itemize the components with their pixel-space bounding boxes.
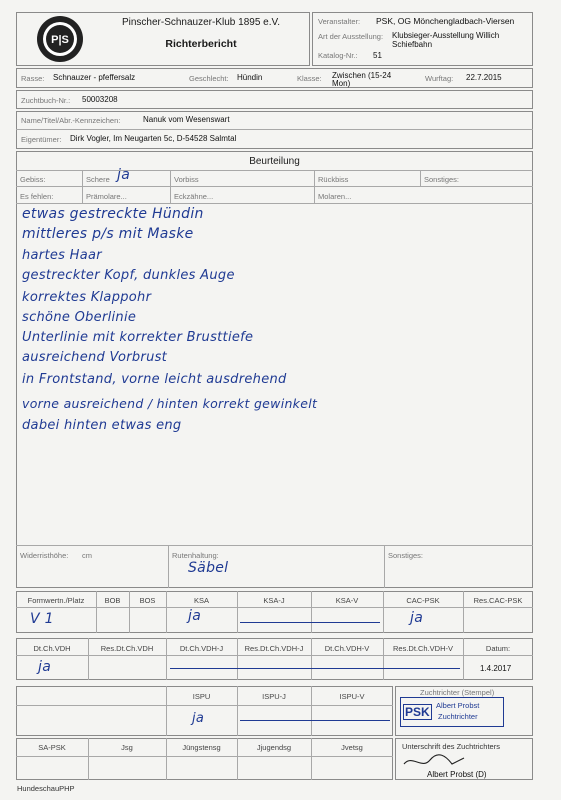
molaren-label: Molaren... — [318, 192, 352, 201]
divider — [16, 545, 533, 546]
widerrist-label: Widerristhöhe: — [20, 551, 69, 560]
footer-text: HundeschauPHP — [17, 784, 75, 793]
col-header: BOS — [139, 596, 156, 605]
schere-handwritten: ja — [117, 167, 131, 183]
art-value-1: Klubsieger-Ausstellung Willich — [392, 31, 500, 40]
klasse-label: Klasse: — [297, 74, 322, 83]
col-header: Datum: — [485, 644, 511, 653]
beurteilung-title: Beurteilung — [249, 156, 300, 167]
col-header: ISPU-V — [339, 692, 365, 701]
klasse-value-1: Zwischen (15-24 — [332, 71, 392, 80]
handwritten-line: mittleres p/s mit Maske — [22, 226, 194, 242]
katalog-label: Katalog-Nr.: — [318, 51, 358, 60]
col-header: Dt.Ch.VDH-J — [179, 644, 224, 653]
zuchtbuch-value: 50003208 — [82, 95, 118, 104]
handwritten-line: in Frontstand, vorne leicht ausdrehend — [22, 372, 287, 387]
handwritten-line: schöne Oberlinie — [22, 310, 137, 325]
col-header: Res.CAC-PSK — [473, 596, 523, 605]
club-logo — [36, 15, 84, 63]
club-name: Pinscher-Schnauzer-Klub 1895 e.V. — [121, 17, 281, 28]
divider — [16, 203, 533, 204]
stamp-name: Albert Probst — [436, 701, 480, 710]
divider — [16, 756, 393, 757]
ksa-handwritten: ja — [188, 608, 202, 624]
handwritten-line: korrektes Klappohr — [22, 290, 152, 305]
col-header: Res.Dt.Ch.VDH-J — [244, 644, 304, 653]
handwritten-line: Unterlinie mit korrekter Brusttiefe — [22, 330, 254, 345]
strike-line — [240, 720, 390, 721]
col-header: BOB — [104, 596, 121, 605]
divider — [170, 170, 171, 203]
handwritten-line: etwas gestreckte Hündin — [22, 206, 204, 222]
col-header: Dt.Ch.VDH — [33, 644, 71, 653]
eckzaehne-label: Eckzähne... — [174, 192, 214, 201]
sonstiges2-label: Sonstiges: — [388, 551, 424, 560]
es-fehlen-label: Es fehlen: — [20, 192, 54, 201]
formwert-handwritten: V 1 — [30, 611, 54, 627]
handwritten-line: hartes Haar — [22, 248, 102, 263]
rueckbiss-label: Rückbiss — [318, 175, 349, 184]
geschlecht-value: Hündin — [237, 73, 263, 82]
divider — [82, 170, 83, 203]
signature-label: Unterschrift des Zuchtrichters — [402, 742, 500, 751]
eigentuemer-value: Dirk Vogler, Im Neugarten 5c, D-54528 Salmtal — [70, 134, 237, 143]
zuchtbuch-label: Zuchtbuch-Nr.: — [21, 96, 71, 105]
art-label: Art der Ausstellung: — [318, 32, 384, 41]
gebiss-label: Gebiss: — [20, 175, 46, 184]
divider — [168, 545, 169, 588]
stamp-title: Zuchtrichter — [438, 712, 478, 721]
stamp-label: Zuchtrichter (Stempel) — [420, 688, 495, 697]
col-header: Jsg — [121, 743, 133, 752]
divider — [16, 170, 533, 171]
col-header: Dt.Ch.VDH-V — [324, 644, 370, 653]
katalog-value: 51 — [373, 51, 382, 60]
rasse-value: Schnauzer - pfeffersalz — [53, 73, 136, 82]
col-header: Jüngstensg — [182, 743, 221, 752]
rutenhaltung-handwritten: Säbel — [188, 560, 229, 576]
handwritten-line: dabei hinten etwas eng — [22, 418, 182, 433]
signature-name: Albert Probst (D) — [427, 770, 487, 779]
geschlecht-label: Geschlecht: — [189, 74, 229, 83]
col-header: SA-PSK — [38, 743, 66, 752]
col-header: Res.Dt.Ch.VDH — [100, 644, 154, 653]
divider — [314, 170, 315, 203]
col-header: Jjugendsg — [256, 743, 292, 752]
strike-line — [170, 668, 460, 669]
rutenhaltung-label: Rutenhaltung: — [172, 551, 219, 560]
strike-line — [240, 622, 380, 623]
col-header: Jvetsg — [341, 743, 363, 752]
col-header: ISPU — [192, 692, 211, 701]
klasse-value-2: Mon) — [332, 79, 351, 88]
rasse-label: Rasse: — [21, 74, 45, 83]
veranstalter-value: PSK, OG Mönchengladbach-Viersen — [376, 16, 515, 26]
divider — [16, 705, 393, 706]
wurftag-value: 22.7.2015 — [466, 73, 502, 82]
dt-ch-vdh-handwritten: ja — [38, 659, 52, 675]
praemolare-label: Prämolare... — [86, 192, 127, 201]
vorbiss-label: Vorbiss — [174, 175, 199, 184]
divider — [16, 129, 533, 130]
widerrist-unit: cm — [82, 551, 92, 560]
eigentuemer-label: Eigentümer: — [21, 135, 62, 144]
veranstalter-label: Veranstalter: — [318, 17, 361, 26]
sonstiges-label: Sonstiges: — [424, 175, 460, 184]
datum-value: 1.4.2017 — [480, 664, 512, 673]
col-header: CAC-PSK — [406, 596, 440, 605]
col-header: KSA-V — [335, 596, 359, 605]
divider — [420, 170, 421, 186]
divider — [16, 655, 533, 656]
svg-text:P|S: P|S — [51, 34, 69, 46]
col-header: KSA — [193, 596, 209, 605]
col-header: KSA-J — [263, 596, 285, 605]
handwritten-line: vorne ausreichend / hinten korrekt gewinkelt — [22, 396, 318, 411]
stamp-logo: PSK — [405, 705, 430, 719]
ispu-handwritten: ja — [192, 711, 205, 726]
col-header: Formwertn./Platz — [27, 596, 85, 605]
cac-psk-handwritten: ja — [410, 610, 424, 626]
handwritten-line: ausreichend Vorbrust — [22, 350, 168, 365]
art-value-2: Schiefbahn — [392, 40, 433, 49]
divider — [384, 545, 385, 588]
schere-label: Schere — [86, 175, 110, 184]
name-label: Name/Titel/Abr.-Kennzeichen: — [21, 116, 121, 125]
page-title: Richterbericht — [165, 38, 237, 50]
divider — [16, 607, 533, 608]
divider — [16, 186, 533, 187]
handwritten-line: gestreckter Kopf, dunkles Auge — [22, 268, 235, 283]
wurftag-label: Wurftag: — [425, 74, 454, 83]
signature-scribble — [400, 750, 470, 772]
col-header: Res.Dt.Ch.VDH-V — [392, 644, 453, 653]
name-value: Nanuk vom Wesenswart — [143, 115, 230, 124]
col-header: ISPU-J — [262, 692, 286, 701]
